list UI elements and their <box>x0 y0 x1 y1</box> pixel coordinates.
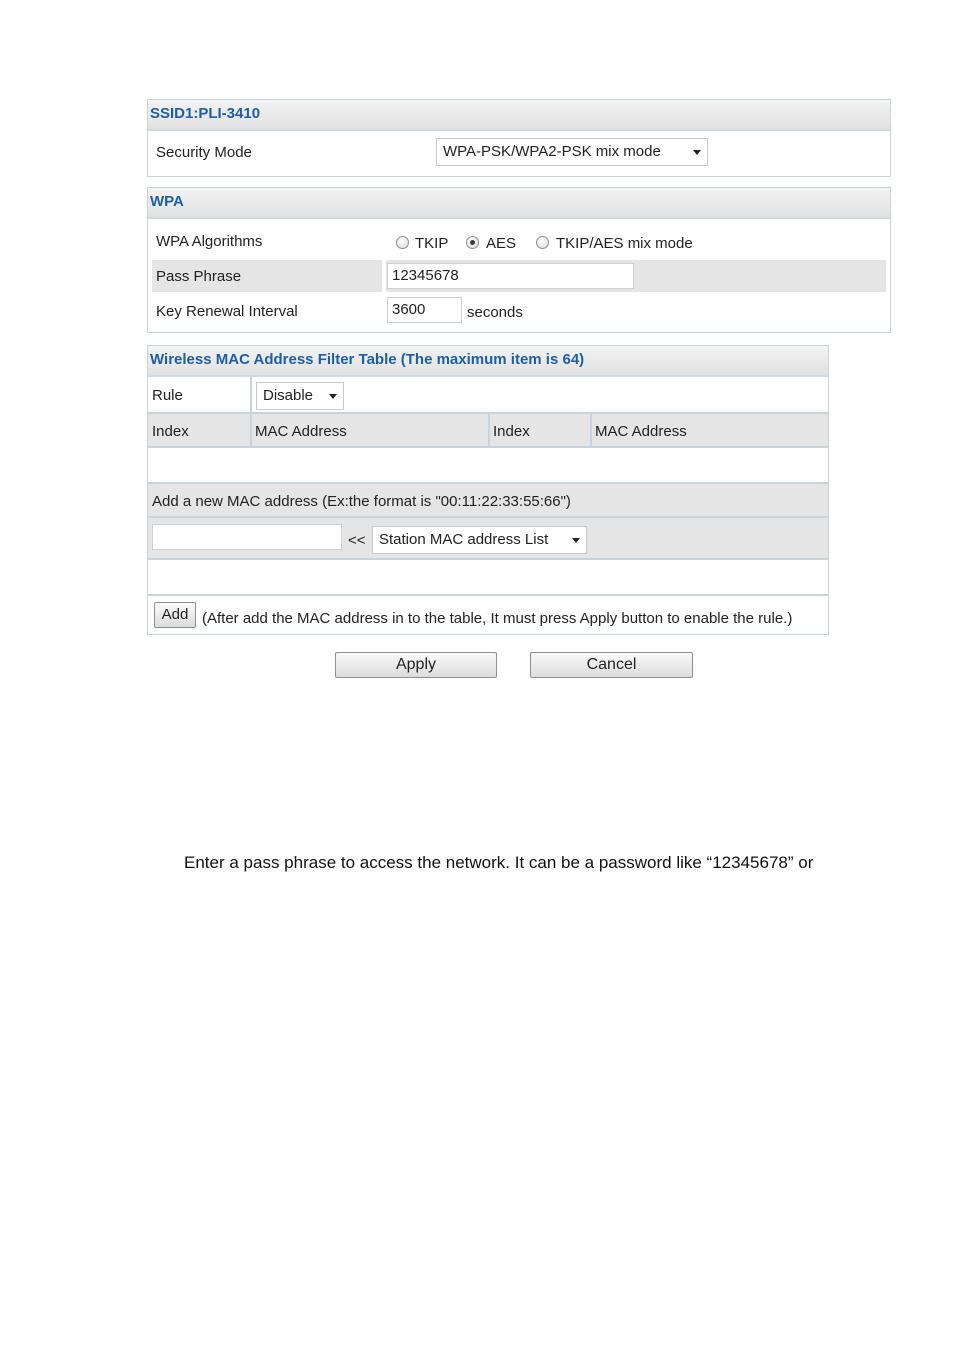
add-mac-hint: Add a new MAC address (Ex:the format is "00:11:22:33:55:66") <box>152 493 571 510</box>
column-header-mac-2: MAC Address <box>595 423 687 440</box>
apply-button[interactable]: Apply <box>335 652 497 678</box>
column-divider <box>250 414 252 446</box>
rule-value: Disable <box>263 387 314 404</box>
cancel-button[interactable]: Cancel <box>530 652 693 678</box>
column-header-index-2: Index <box>493 423 530 440</box>
wpa-algorithms-label: WPA Algorithms <box>156 233 263 250</box>
pass-phrase-input[interactable]: 12345678 <box>387 263 634 289</box>
security-mode-value: WPA-PSK/WPA2-PSK mix mode <box>443 143 661 160</box>
pass-phrase-label: Pass Phrase <box>156 268 242 285</box>
mac-filter-title: Wireless MAC Address Filter Table (The maximum item is 64) <box>148 346 828 377</box>
rule-divider <box>250 377 252 413</box>
key-renewal-input[interactable]: 3600 <box>387 297 462 323</box>
chevron-down-icon <box>572 538 580 543</box>
wpa-panel-title: WPA <box>148 188 890 219</box>
copy-from-list-arrow: << <box>348 532 366 549</box>
radio-tkip-aes-mix[interactable] <box>536 236 549 249</box>
divider <box>148 594 828 596</box>
body-paragraph: Enter a pass phrase to access the network. It can be a password like “12345678” or <box>184 853 814 872</box>
rule-select[interactable] <box>256 382 344 410</box>
key-renewal-unit: seconds <box>467 304 523 321</box>
new-mac-input[interactable] <box>152 524 342 550</box>
radio-tkip-aes-mix-label: TKIP/AES mix mode <box>556 235 693 252</box>
ssid-panel <box>147 99 891 177</box>
column-header-mac-1: MAC Address <box>255 423 347 440</box>
wpa-panel <box>147 187 891 333</box>
column-divider <box>590 414 592 446</box>
ssid-panel-title: SSID1:PLI-3410 <box>148 100 890 131</box>
security-mode-label: Security Mode <box>156 144 252 161</box>
security-mode-select[interactable] <box>436 138 708 166</box>
station-mac-list-value: Station MAC address List <box>379 531 549 548</box>
divider <box>148 446 828 448</box>
radio-tkip-label: TKIP <box>415 235 449 252</box>
rule-label: Rule <box>152 387 183 404</box>
divider <box>148 558 828 560</box>
radio-aes[interactable] <box>466 236 479 249</box>
chevron-down-icon <box>693 150 701 155</box>
mac-filter-panel <box>147 345 829 635</box>
add-mac-note: (After add the MAC address in to the table, It must press Apply button to enable the rule.) <box>202 610 793 627</box>
add-mac-button[interactable]: Add <box>154 602 196 628</box>
radio-tkip[interactable] <box>396 236 409 249</box>
chevron-down-icon <box>329 394 337 399</box>
column-header-index-1: Index <box>152 423 189 440</box>
station-mac-list-select[interactable] <box>372 526 587 554</box>
column-divider <box>488 414 490 446</box>
radio-aes-label: AES <box>486 235 517 252</box>
key-renewal-label: Key Renewal Interval <box>156 303 298 320</box>
